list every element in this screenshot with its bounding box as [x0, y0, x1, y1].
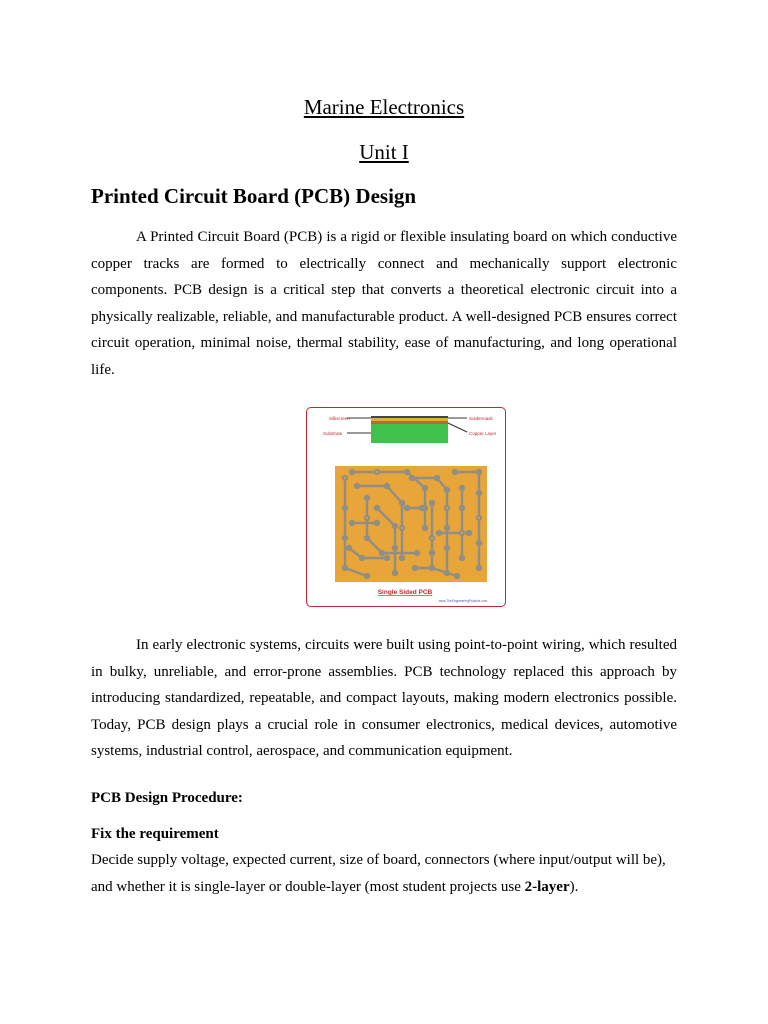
copper-pointer [448, 423, 467, 432]
pcb-board [335, 466, 487, 582]
substrate-layer [371, 424, 448, 443]
history-paragraph: In early electronic systems, circuits were built using point-to-point wiring, which resulted in bulky, unreliable, and error-prone assemblies. PCB technology replaced this approach by introducing standardized, repeatable, and compact layouts, making modern electronics possible. Today, PCB design plays a crucial role in consumer electronics, medical devices, automotive systems, industrial control, aerospace, and communication equipment. [91, 637, 677, 760]
silkscreen-layer [371, 416, 448, 418]
step-text-emphasis: 2-layer [524, 878, 570, 895]
step-description [91, 847, 677, 900]
intro-paragraph: A Printed Circuit Board (PCB) is a rigid or flexible insulating board on which conductive copper tracks are formed to electrically connect and mechanically support electronic components. PCB design is a critical step that converts a theoretical electronic circuit into a physically realizable, reliable, and manufacturable product. A well-designed PCB ensures correct circuit operation, minimal noise, thermal stability, ease of manufacturing, and long operational life. [91, 229, 677, 378]
substrate-label: Substrate [323, 431, 343, 436]
section-heading: Printed Circuit Board (PCB) Design [91, 184, 417, 208]
step-text-end: ). [569, 878, 579, 895]
step-title: Fix the requirement [91, 826, 219, 842]
unit-title: Unit I [359, 140, 409, 164]
figure-caption: Single Sided PCB [377, 589, 433, 596]
procedure-heading: PCB Design Procedure: [91, 790, 243, 806]
copper-layer-label: Copper Layer [469, 431, 497, 436]
soldermask-label: Soldermask [469, 416, 493, 421]
copper-layer [371, 421, 448, 424]
course-title: Marine Electronics [303, 95, 465, 119]
pcb-illustration [307, 408, 504, 605]
pcb-figure [306, 407, 506, 607]
layer-stack-diagram [323, 416, 497, 443]
soldermask-layer [371, 418, 448, 421]
silkscreen-label: Silkscreen [329, 416, 350, 421]
figure-credit: www.TheEngineeringProjects.com [438, 599, 488, 603]
step-text-start: Decide supply voltage, expected current, size of board, connectors (where input/output will be), and whether it is single-layer or double-layer (most student projects use [91, 852, 666, 895]
